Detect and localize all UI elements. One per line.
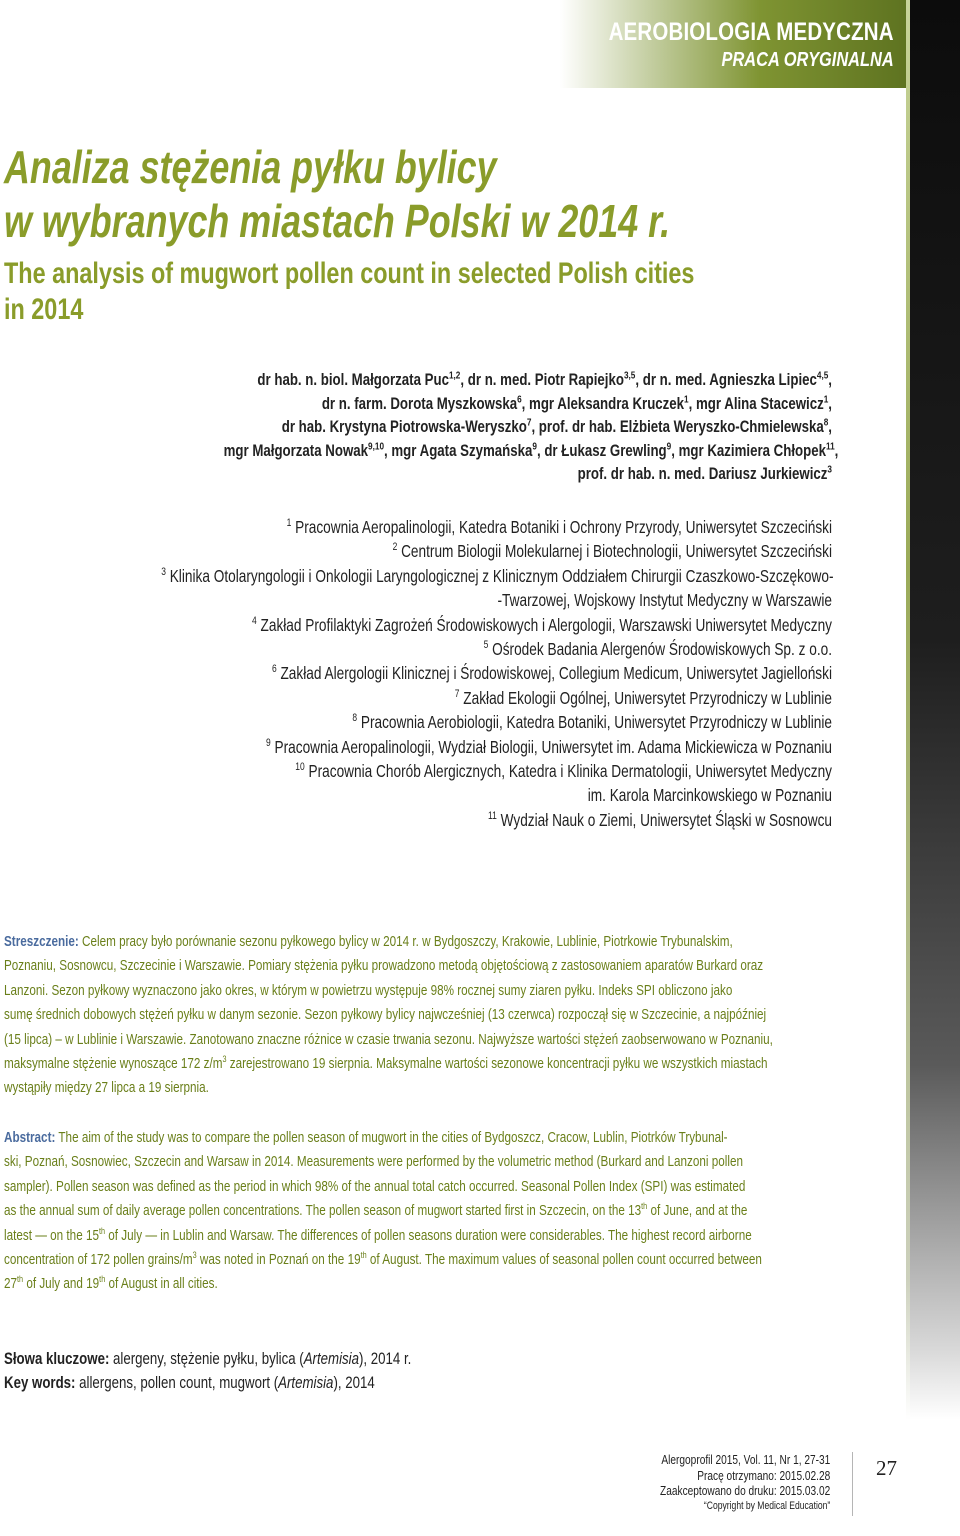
- keywords: [4, 1347, 526, 1396]
- affiliation: im. Karola Marcinkowskiego w Poznaniu: [587, 785, 832, 806]
- abstract-label: Abstract:: [4, 1129, 56, 1146]
- keywords-polish-label: Słowa kluczowe:: [4, 1349, 110, 1368]
- streszczenie-line: maksymalne stężenie wynoszące 172 $z/m^3$ zarejestrowano 19 sierpnia. Maksymalne wartości sezonowe koncentracji pyłku we wszystkich miastach: [4, 1054, 768, 1073]
- streszczenie-line: wystąpiły między 27 lipca a 19 sierpnia.: [4, 1079, 209, 1097]
- streszczenie-label: Streszczenie:: [4, 933, 79, 950]
- keywords-polish: Słowa kluczowe: alergeny, stężenie pyłku, bylica (Artemisia), 2014 r.: [4, 1349, 412, 1368]
- journal-citation: Alergoprofil 2015, Vol. 11, Nr 1, 27-31: [661, 1452, 830, 1467]
- page-number-divider: [852, 1452, 853, 1516]
- abstract-line: ski, Poznań, Sosnowiec, Szczecin and Warsaw in 2014. Measurements were performed by the volumetric method (Burkard and Lanzoni pollen: [4, 1153, 743, 1171]
- author-line: prof. dr hab. n. med. Dariusz Jurkiewicz$^3$: [577, 463, 832, 484]
- title-english-line: The analysis of mugwort pollen count in selected Polish cities: [4, 257, 695, 290]
- affiliation: $^3$ Klinika Otolaryngologii i Onkologii Laryngologicznej z Klinicznym Oddziałem Chirurgii Czaszkowo-Szczękowo-: [161, 565, 834, 586]
- article-type: PRACA ORYGINALNA: [721, 49, 894, 71]
- header-band: [560, 0, 960, 88]
- streszczenie: [4, 930, 830, 1101]
- abstract-line: 27th of July and 19th of August in all cities.: [4, 1274, 218, 1293]
- title-english: [4, 256, 889, 328]
- header-text: [546, 18, 894, 72]
- abstract-line: latest — on the 15th of July — in Lublin and Warsaw. The differences of pollen seasons duration were considerables. The highest record airborne: [4, 1225, 752, 1244]
- streszczenie-line: (15 lipca) – w Lublinie i Warszawie. Zanotowano znaczne różnice w czasie trwania sezonu. Najwyższe wartości stężeń zaobserwowano w Poznaniu,: [4, 1030, 773, 1048]
- affiliation: $^9$ Pracownia Aeropalinologii, Wydział Biologii, Uniwersytet im. Adama Mickiewicza w Poznaniu: [266, 736, 832, 757]
- decorative-stripe-edge: [906, 0, 910, 1420]
- received-date: Pracę otrzymano: 2015.02.28: [696, 1467, 830, 1483]
- affiliation: -Twarzowej, Wojskowy Instytut Medyczny w Warszawie: [497, 590, 832, 611]
- author-line: mgr Małgorzata Nowak$^{9,10}$, mgr Agata Szymańska$^9$, dr Łukasz Grewling$^9$, mgr Kazimiera Chłopek$^{11}$,: [223, 440, 839, 460]
- affiliation: $^7$ Zakład Ekologii Ogólnej, Uniwersytet Przyrodniczy w Lublinie: [454, 687, 832, 708]
- abstract-line: Abstract: The aim of the study was to compare the pollen season of mugwort in the cities of Bydgoszcz, Cracow, Lublin, Piotrków Trybunal-: [4, 1129, 728, 1146]
- streszczenie-line: Lanzoni. Sezon pyłkowy wyznaczono jako okres, w którym w powietrzu występuje 98% rocznej sumy ziaren pyłku. Indeks SPI obliczono jako: [4, 981, 733, 999]
- affiliation: $^{10}$ Pracownia Chorób Alergicznych, Katedra i Klinika Dermatologii, Uniwersytet Medyczny: [295, 761, 832, 782]
- author-list: [52, 368, 839, 486]
- footer-info: [612, 1452, 830, 1514]
- title-english-line: in 2014: [4, 293, 84, 326]
- title-polish: [4, 140, 858, 248]
- streszczenie-line: Streszczenie: Celem pracy było porównanie sezonu pyłkowego bylicy w 2014 r. w Bydgoszczy, Krakowie, Lublinie, Piotrkowie Trybunalskim,: [4, 933, 733, 950]
- author-line: dr hab. Krystyna Piotrowska-Weryszko$^7$, prof. dr hab. Elżbieta Weryszko-Chmielewska$^8$,: [281, 416, 832, 437]
- keywords-english: Key words: allergens, pollen count, mugwort (Artemisia), 2014: [4, 1373, 375, 1393]
- author-line: dr n. farm. Dorota Myszkowska$^6$, mgr Aleksandra Kruczek$^1$, mgr Alina Stacewicz$^1$,: [321, 392, 832, 413]
- affiliation: $^4$ Zakład Profilaktyki Zagrożeń Środowiskowych i Alergologii, Warszawski Uniwersytet Medyczny: [252, 614, 832, 635]
- keywords-english-label: Key words:: [4, 1373, 76, 1393]
- abstract-line: sampler). Pollen season was defined as the period in which 98% of the annual total catch occurred. Seasonal Pollen Index (SPI) was estimated: [4, 1177, 746, 1195]
- abstract: [4, 1126, 830, 1297]
- abstract-line: concentration of 172 pollen grains/$m^3$ was noted in Poznań on the 19th of August. The maximum values of seasonal pollen count occurred between: [4, 1250, 762, 1269]
- streszczenie-line: Poznaniu, Sosnowcu, Szczecinie i Warszawie. Pomiary stężenia pyłku prowadzono metodą objętościową z zastosowaniem aparatów Burkard oraz: [4, 957, 764, 975]
- accepted-date: Zaakceptowano do druku: 2015.03.02: [659, 1483, 830, 1499]
- affiliation: $^2$ Centrum Biologii Molekularnej i Biotechnologii, Uniwersytet Szczeciński: [392, 541, 832, 562]
- title-polish-line: Analiza stężenia pyłku bylicy: [4, 141, 497, 193]
- decorative-side-stripe: [906, 0, 960, 1420]
- abstract-line: as the annual sum of daily average pollen concentrations. The pollen season of mugwort started first in Szczecin, on the 13th of June, and at the: [4, 1201, 748, 1220]
- copyright: “Copyright by Medical Education”: [703, 1499, 830, 1512]
- affiliation: $^8$ Pracownia Aerobiologii, Katedra Botaniki, Uniwersytet Przyrodniczy w Lublinie: [352, 712, 832, 733]
- affiliation: $^6$ Zakład Alergologii Klinicznej i Środowiskowej, Collegium Medicum, Uniwersytet Jagielloński: [271, 663, 832, 684]
- title-polish-line: w wybranych miastach Polski w 2014 r.: [4, 195, 671, 247]
- affiliation: $^1$ Pracownia Aeropalinologii, Katedra Botaniki i Ochrony Przyrody, Uniwersytet Szczeciński: [286, 517, 832, 537]
- author-line: dr hab. n. biol. Małgorzata Puc$^{1,2}$, dr n. med. Piotr Rapiejko$^{3,5}$, dr n. med. Agnieszka Lipiec$^{4,5}$,: [257, 369, 832, 389]
- affiliation-list: [0, 515, 832, 832]
- affiliation: $^{11}$ Wydział Nauk o Ziemi, Uniwersytet Śląski w Sosnowcu: [488, 809, 832, 830]
- page-number: 27: [876, 1456, 897, 1480]
- journal-section-title: AEROBIOLOGIA MEDYCZNA: [608, 18, 894, 46]
- affiliation: $^5$ Ośrodek Badania Alergenów Środowiskowych Sp. z o.o.: [483, 639, 832, 660]
- streszczenie-line: sumę średnich dobowych stężeń pyłku w danym sezonie. Sezon pyłkowy bylicy najwcześniej (13 czerwca) rozpoczął się w Szczecinie, a najpóźniej: [4, 1006, 767, 1024]
